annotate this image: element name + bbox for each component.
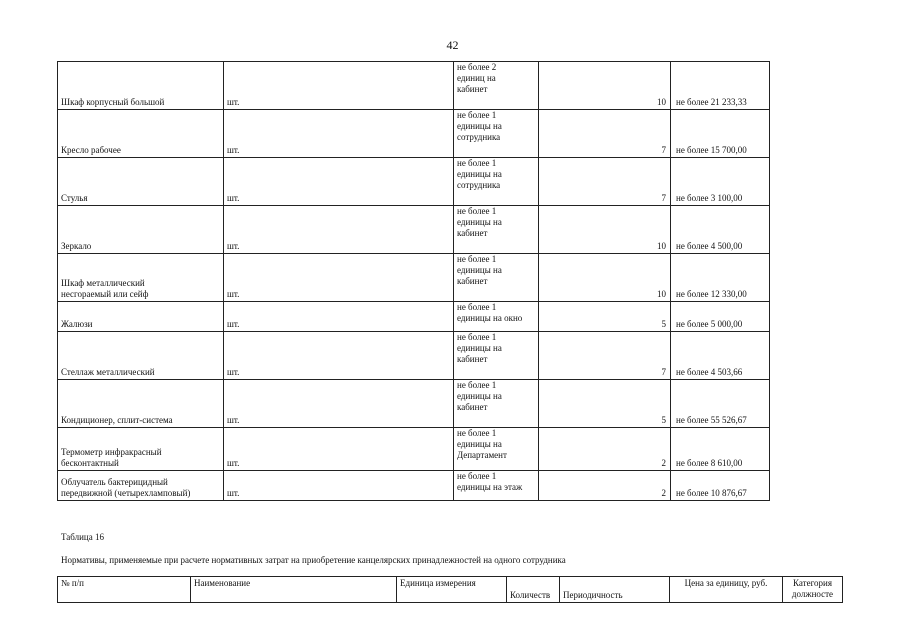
table-row: [58, 471, 770, 501]
item-norm: не более 1 единицы на кабинет: [454, 380, 539, 428]
item-unit: шт.: [224, 158, 454, 206]
table-row: [58, 428, 770, 471]
item-name: Жалюзи: [58, 302, 224, 332]
table-row: [58, 206, 770, 254]
item-qty: 2: [539, 471, 671, 501]
table-row: [58, 158, 770, 206]
item-qty: 2: [539, 428, 671, 471]
header-qty: Количеств: [507, 577, 560, 603]
item-norm: не более 1 единицы на сотрудника: [454, 158, 539, 206]
item-name: Кондиционер, сплит-система: [58, 380, 224, 428]
item-qty: 7: [539, 332, 671, 380]
table-caption: Таблица 16: [61, 532, 104, 542]
table-row: [58, 380, 770, 428]
item-price: не более 55 526,67: [671, 380, 770, 428]
item-unit: шт.: [224, 206, 454, 254]
item-norm: не более 1 единицы на окно: [454, 302, 539, 332]
item-norm: не более 1 единицы на кабинет: [454, 206, 539, 254]
item-norm: не более 1 единицы на этаж: [454, 471, 539, 501]
item-norm: не более 1 единицы на Департамент: [454, 428, 539, 471]
item-unit: шт.: [224, 62, 454, 110]
item-price: не более 15 700,00: [671, 110, 770, 158]
item-unit: шт.: [224, 380, 454, 428]
item-qty: 10: [539, 254, 671, 302]
item-name: Шкаф корпусный большой: [58, 62, 224, 110]
item-price: не более 21 233,33: [671, 62, 770, 110]
item-qty: 10: [539, 206, 671, 254]
header-category: Категория должносте: [783, 577, 843, 603]
item-qty: 5: [539, 380, 671, 428]
header-unit: Единица измерения: [397, 577, 507, 603]
item-norm: не более 2 единиц на кабинет: [454, 62, 539, 110]
item-unit: шт.: [224, 254, 454, 302]
header-price: Цена за единицу, руб.: [670, 577, 783, 603]
item-unit: шт.: [224, 471, 454, 501]
item-price: не более 10 876,67: [671, 471, 770, 501]
item-qty: 7: [539, 110, 671, 158]
item-name: Термометр инфракрасный бесконтактный: [58, 428, 224, 471]
table-row: [58, 110, 770, 158]
item-name: Облучатель бактерицидный передвижной (четырехламповый): [58, 471, 224, 501]
item-norm: не более 1 единицы на сотрудника: [454, 110, 539, 158]
item-qty: 5: [539, 302, 671, 332]
table-row: [58, 62, 770, 110]
furniture-norms-table: [57, 61, 770, 501]
header-period: Периодичность: [560, 577, 670, 603]
item-name: Стеллаж металлический: [58, 332, 224, 380]
item-qty: 7: [539, 158, 671, 206]
item-price: не более 4 503,66: [671, 332, 770, 380]
table-row: [58, 302, 770, 332]
page-number: 42: [446, 38, 459, 52]
item-name: Шкаф металлический несгораемый или сейф: [58, 254, 224, 302]
item-unit: шт.: [224, 332, 454, 380]
table-title: Нормативы, применяемые при расчете нормативных затрат на приобретение канцелярских принадлежностей на одного сотрудника: [61, 555, 566, 565]
item-unit: шт.: [224, 302, 454, 332]
item-price: не более 8 610,00: [671, 428, 770, 471]
item-name: Кресло рабочее: [58, 110, 224, 158]
item-price: не более 12 330,00: [671, 254, 770, 302]
header-name: Наименование: [191, 577, 397, 603]
item-qty: 10: [539, 62, 671, 110]
item-price: не более 5 000,00: [671, 302, 770, 332]
item-norm: не более 1 единицы на кабинет: [454, 332, 539, 380]
table-row: [58, 254, 770, 302]
item-norm: не более 1 единицы на кабинет: [454, 254, 539, 302]
item-unit: шт.: [224, 428, 454, 471]
item-unit: шт.: [224, 110, 454, 158]
stationery-norms-table-header: [57, 576, 843, 603]
header-num: № п/п: [58, 577, 191, 603]
item-price: не более 4 500,00: [671, 206, 770, 254]
item-price: не более 3 100,00: [671, 158, 770, 206]
item-name: Стулья: [58, 158, 224, 206]
item-name: Зеркало: [58, 206, 224, 254]
table-row: [58, 332, 770, 380]
